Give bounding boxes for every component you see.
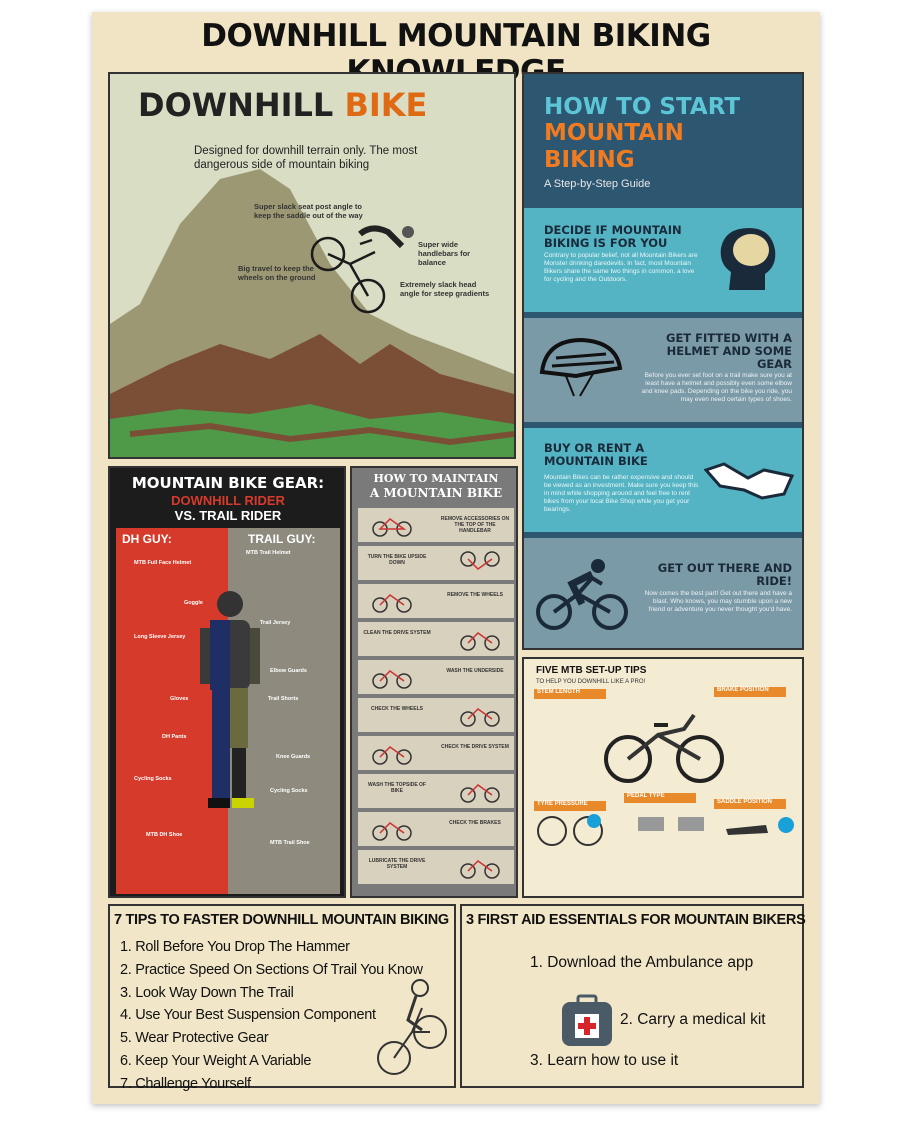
dh-item: Long Sleeve Jersey <box>134 634 186 640</box>
dh-item: Goggle <box>184 600 203 606</box>
tip-item: 5. Wear Protective Gear <box>120 1030 269 1047</box>
tip-item: 1. Roll Before You Drop The Hammer <box>120 939 350 955</box>
downhill-heading-b: BIKE <box>344 86 428 124</box>
dh-label: DH GUY: <box>122 532 172 546</box>
bike-icon <box>460 551 500 575</box>
maintain-step: WASH THE TOPSIDE OF BIKE <box>358 774 514 808</box>
trail-label: TRAIL GUY: <box>248 532 316 546</box>
setup-tips-panel <box>522 657 804 898</box>
maintain-panel <box>350 466 518 898</box>
start-step-2 <box>524 318 802 422</box>
dh-item: Cycling Socks <box>134 776 172 782</box>
bike-icon <box>372 589 412 613</box>
downhill-heading-a: DOWNHILL <box>138 86 345 124</box>
setup-subtitle: TO HELP YOU DOWNHILL LIKE A PRO! <box>536 679 646 685</box>
trail-item: Trail Shorts <box>268 696 299 702</box>
start-step-1 <box>524 208 802 312</box>
start-step-4 <box>524 538 802 648</box>
maintain-title-a: HOW TO MAINTAIN <box>373 472 499 485</box>
tip-item: 4. Use Your Best Suspension Component <box>120 1007 376 1024</box>
gear-title: MOUNTAIN BIKE GEAR: <box>131 474 325 492</box>
cyclist-icon <box>532 554 632 634</box>
setup-label-brake: BRAKE POSITION <box>714 687 786 697</box>
start-step-2-title: GET FITTED WITH A HELMET AND SOME GEAR <box>666 331 792 371</box>
start-step-4-body: Now comes the best part! Get out there and have a blast. Who knows, you may stumble upon a new friend or adventure you never thought you'd have. <box>644 590 792 613</box>
bike-icon <box>372 665 412 689</box>
start-step-4-title: GET OUT THERE AND RIDE! <box>657 561 792 588</box>
maintain-step: REMOVE ACCESSORIES ON THE TOP OF THE HANDLEBAR <box>358 508 514 542</box>
setup-icons <box>530 811 800 891</box>
poster <box>92 12 820 1104</box>
setup-label-pedal: PEDAL TYPE <box>624 793 696 803</box>
tip-item: 6. Keep Your Weight A Variable <box>120 1052 312 1069</box>
gear-sub-trail: VS. TRAIL RIDER <box>174 508 282 523</box>
maintain-step: LUBRICATE THE DRIVE SYSTEM <box>358 850 514 884</box>
setup-title: FIVE MTB SET-UP TIPS <box>536 665 647 676</box>
maintain-step: REMOVE THE WHEELS <box>358 584 514 618</box>
note-head-angle: Extremely slack head angle for steep gradients <box>400 280 490 298</box>
downhill-description: Designed for downhill terrain only. The most dangerous side of mountain biking <box>194 145 418 171</box>
setup-bike-icon <box>604 699 724 789</box>
page-title: DOWNHILL MOUNTAIN BIKING <box>201 18 711 54</box>
tips-title: 7 TIPS TO FASTER DOWNHILL MOUNTAIN BIKING <box>114 912 449 928</box>
note-handlebars: Super wide handlebars for balance <box>418 240 471 267</box>
trail-item: Elbow Guards <box>270 668 307 674</box>
dh-item: MTB DH Shoe <box>146 832 183 838</box>
helmet-icon <box>536 332 626 402</box>
start-step-2-body: Before you ever set foot on a trail make sure you at least have a helmet and possibly even some elbow and knee pads. Depending on the bike you ride, you may even need certain types of shoes. <box>641 372 792 403</box>
downhill-bike-panel <box>108 72 516 459</box>
trail-item: MTB Trail Helmet <box>246 550 291 556</box>
aid-item: 2. Carry a medical kit <box>620 1011 766 1028</box>
dh-item: DH Pants <box>162 734 187 740</box>
trail-item: Cycling Socks <box>270 788 308 794</box>
bike-icon <box>460 855 500 879</box>
maintain-step: CHECK THE DRIVE SYSTEM <box>358 736 514 770</box>
gear-sub-dh: DOWNHILL RIDER <box>171 493 285 508</box>
first-aid-panel <box>460 904 804 1088</box>
setup-label-tyre: TYRE PRESSURE <box>534 801 606 811</box>
rider-sketch-icon <box>372 972 452 1082</box>
maintain-step: CLEAN THE DRIVE SYSTEM <box>358 622 514 656</box>
aid-title: 3 FIRST AID ESSENTIALS FOR MOUNTAIN BIKERS <box>466 912 806 928</box>
medical-kit-icon <box>558 992 616 1050</box>
handshake-icon <box>704 450 794 510</box>
maintain-step: CHECK THE BRAKES <box>358 812 514 846</box>
tip-item: 2. Practice Speed On Sections Of Trail You Know <box>120 961 423 978</box>
setup-label-saddle: SADDLE POSITION <box>714 799 786 809</box>
bike-icon <box>460 627 500 651</box>
trail-item: Knee Guards <box>276 754 311 760</box>
start-subtitle: A Step-by-Step Guide <box>544 178 651 190</box>
note-seatpost: Super slack seat post angle to keep the saddle out of the way <box>254 202 363 220</box>
bike-icon <box>372 513 412 537</box>
dh-item: Gloves <box>170 696 189 702</box>
start-step-3-title: BUY OR RENT A MOUNTAIN BIKE <box>544 441 648 468</box>
seven-tips-panel <box>108 904 456 1092</box>
maintain-title-b: A MOUNTAIN BIKE <box>369 486 503 500</box>
bike-icon <box>372 817 412 841</box>
how-to-start-panel <box>522 72 804 650</box>
maintain-step: CHECK THE WHEELS <box>358 698 514 732</box>
maintain-step: TURN THE BIKE UPSIDE DOWN <box>358 546 514 580</box>
bike-gear-panel <box>108 466 346 898</box>
start-step-1-body: Contrary to popular belief, not all Mountain Bikers are Monster drinking daredevils. In fact, most Mountain Bikers share the same two things in common, a love for cycling and the Outdoors. <box>544 252 698 283</box>
bike-icon <box>460 779 500 803</box>
head-icon <box>709 220 789 300</box>
trail-item: Trail Jersey <box>260 620 291 626</box>
rider-figure-icon <box>190 588 270 818</box>
start-step-3 <box>524 428 802 532</box>
maintain-step: WASH THE UNDERSIDE <box>358 660 514 694</box>
tip-item: 3. Look Way Down The Trail <box>120 984 294 1001</box>
aid-item: 3. Learn how to use it <box>530 1052 679 1069</box>
note-travel: Big travel to keep the wheels on the ground <box>238 264 316 282</box>
dh-item: MTB Full Face Helmet <box>134 560 192 566</box>
trail-item: MTB Trail Shoe <box>270 840 310 846</box>
start-heading-1: HOW TO START <box>544 94 741 120</box>
aid-item: 1. Download the Ambulance app <box>530 954 754 971</box>
start-heading-2: MOUNTAIN BIKING <box>544 120 684 173</box>
start-step-3-body: Mountain Bikes can be rather expensive and should be viewed as an investment. Make sure you keep this in mind while shopping around and feel free to rent bikes from your local Bike Shop while you get your bearings. <box>544 474 699 513</box>
start-step-1-title: DECIDE IF MOUNTAIN BIKING IS FOR YOU <box>544 223 682 250</box>
bike-icon <box>460 703 500 727</box>
bike-icon <box>372 741 412 765</box>
setup-label-stem: STEM LENGTH <box>534 689 606 699</box>
tip-item: 7. Challenge Yourself <box>120 1075 251 1092</box>
